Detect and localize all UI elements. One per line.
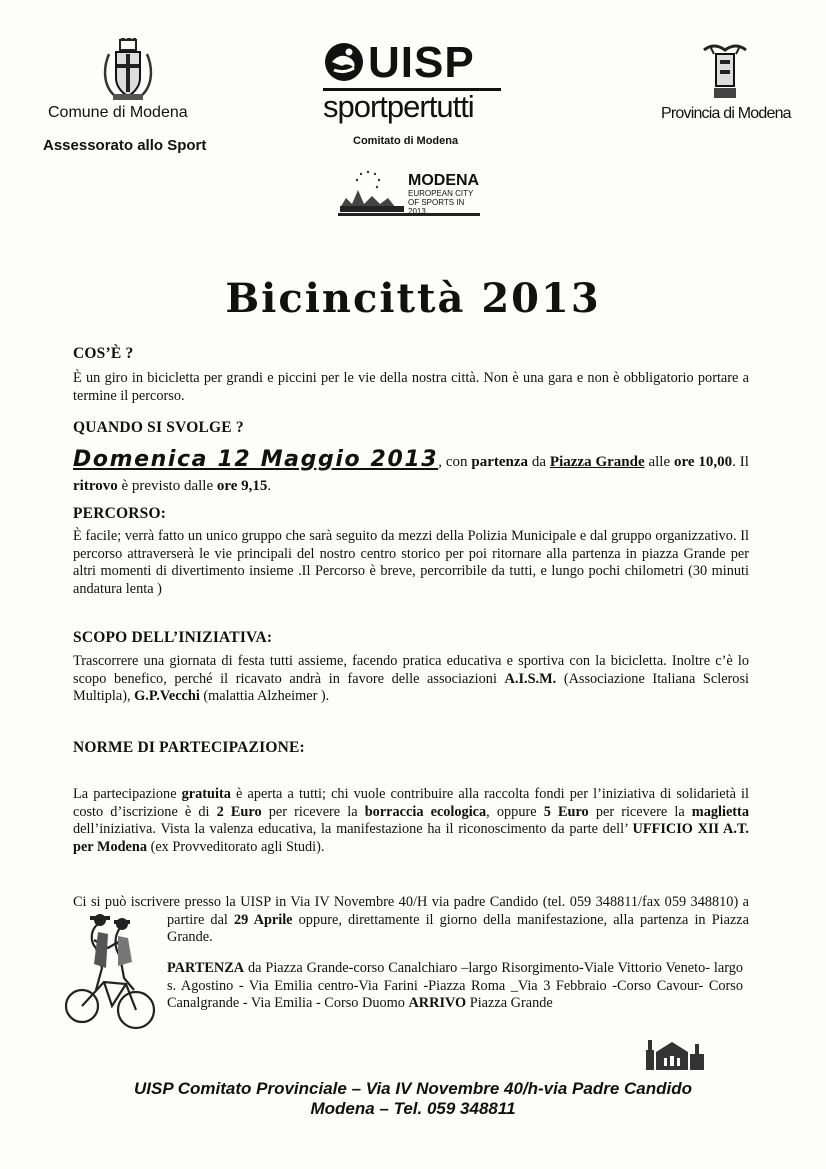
committee-label: Comitato di Modena (353, 135, 459, 147)
registration-text (73, 894, 749, 947)
route-t2: Piazza Grande (466, 995, 553, 1012)
iscrizione-t1: Ci si può iscrivere presso la UISP in Via IV Novembre 40/H via padre Candido (tel. 059 348811/fax 059 348810) a partire dal (73, 894, 749, 928)
quando-ore2: ore 9,15 (216, 478, 268, 494)
province-crest-icon (700, 40, 750, 102)
norme-gratuita: gratuita (181, 786, 231, 802)
quando-t3: alle (644, 454, 675, 470)
norme-ufficio: UFFICIO XII A.T. per Modena (73, 821, 749, 855)
route-t1: da Piazza Grande-corso Canalchiaro –largo Risorgimento-Viale Vittorio Veneto- largo s. Agostino - Via Emilia centro-Via Farini -Piazza Roma _Via 3 Febbraio -Corso Cavour- Corso Canalgrande - Via Emilia - Corso Duomo (167, 960, 743, 1012)
iscrizione-data: 29 Aprile (234, 911, 293, 928)
quando-t6: . (267, 478, 272, 494)
norme-t1: La partecipazione (73, 786, 182, 802)
route-arrivo: ARRIVO (408, 995, 467, 1012)
section-cose-heading: COS’È ? (73, 345, 134, 362)
section-scopo-text (73, 653, 749, 706)
event-logo-city: MODENA (408, 172, 480, 189)
norme-t4: , oppure (486, 803, 544, 820)
modena-crest-icon (101, 38, 155, 104)
section-quando-text (73, 448, 749, 498)
quando-ore1: ore 10,00 (674, 454, 733, 470)
norme-t7: (ex Provveditorato agli Studi). (147, 838, 325, 855)
section-quando-heading: QUANDO SI SVOLGE ? (73, 419, 244, 436)
norme-cinque-euro: 5 Euro (543, 803, 589, 820)
event-logo-line2: EUROPEAN CITY (408, 189, 474, 198)
event-date: Domenica 12 Maggio 2013 (73, 447, 439, 472)
uisp-brand: UISP (368, 38, 475, 87)
uisp-tagline: sportpertutti (323, 89, 474, 124)
quando-t5: è previsto dalle (117, 478, 217, 494)
section-cose-text: È un giro in bicicletta per grandi e piccini per le vie della nostra città. Non è una gara e non è obbligatorio portare a termine il percorso. (73, 370, 749, 404)
page-title: Bicincittà 2013 (225, 275, 601, 322)
norme-t5: per ricevere la (588, 803, 692, 820)
norme-borraccia: borraccia ecologica (364, 803, 487, 820)
route-partenza: PARTENZA (167, 960, 245, 976)
event-logo-line3: OF SPORTS IN 2013 (408, 198, 465, 216)
footer-line1: UISP Comitato Provinciale – Via IV Novembre 40/h-via Padre Candido (133, 1079, 693, 1098)
section-percorso-text: È facile; verrà fatto un unico gruppo che sarà seguito da mezzi della Polizia Municipale e dal gruppo organizzativo. Il percorso attraverserà le vie principali del nostro centro storico per poi ritornare alla partenza in piazza Grande per altri momenti di divertimento insieme .Il Percorso è breve, percorribile da tutti, e lungo pochi chilometri (30 minuti andatura lenta ) (73, 528, 749, 597)
section-norme-text (73, 786, 749, 856)
quando-piazza: Piazza Grande (549, 454, 645, 470)
uisp-runner-icon (322, 40, 366, 84)
quando-t1: , con (438, 454, 472, 470)
cathedral-icon (642, 1034, 708, 1072)
quando-t2: da (528, 454, 550, 470)
norme-t2: è aperta a tutti; chi vuole contribuire alla raccolta fondi per l’iniziativa di solidarietà il costo d’iscrizione è di (73, 786, 750, 820)
section-percorso-heading: PERCORSO: (73, 505, 167, 522)
norme-due-euro: 2 Euro (216, 803, 262, 820)
footer-line2: Modena – Tel. 059 348811 (310, 1099, 516, 1118)
norme-maglietta: maglietta (691, 803, 749, 820)
norme-t3: per ricevere la (261, 803, 365, 820)
comune-label: Comune di Modena (48, 104, 188, 121)
assessorato-label: Assessorato allo Sport (43, 137, 207, 154)
quando-ritrovo: ritrovo (73, 478, 118, 494)
scopo-vecchi: G.P.Vecchi (134, 688, 200, 705)
scopo-t1: Trascorrere una giornata di festa tutti assieme, facendo pratica educativa e sportiva con la bicicletta. Inoltre c’è lo scopo benefico, perché il ricavato andrà in favore delle associazioni (73, 653, 749, 687)
section-scopo-heading: SCOPO DELL’INIZIATIVA: (73, 629, 273, 646)
provincia-label: Provincia di Modena (661, 105, 791, 122)
section-norme-heading: NORME DI PARTECIPAZIONE: (73, 739, 305, 756)
quando-t4: . Il (732, 454, 749, 470)
iscrizione-t2: oppure, direttamente il giorno della manifestazione, alla partenza in Piazza Grande. (167, 911, 749, 946)
norme-t6: dell’iniziativa. Vista la valenza educativa, la manifestazione ha il riconoscimento da parte dell’ (73, 821, 633, 838)
scopo-aism: A.I.S.M. (504, 670, 557, 687)
scopo-t2: (Associazione Italiana Sclerosi Multipla), (73, 670, 749, 705)
european-city-logo-icon (338, 168, 480, 218)
quando-partenza: partenza (471, 454, 529, 470)
cyclists-illustration-icon (64, 906, 160, 1034)
scopo-t3: (malattia Alzheimer ). (199, 688, 330, 705)
route-text (167, 960, 743, 1013)
